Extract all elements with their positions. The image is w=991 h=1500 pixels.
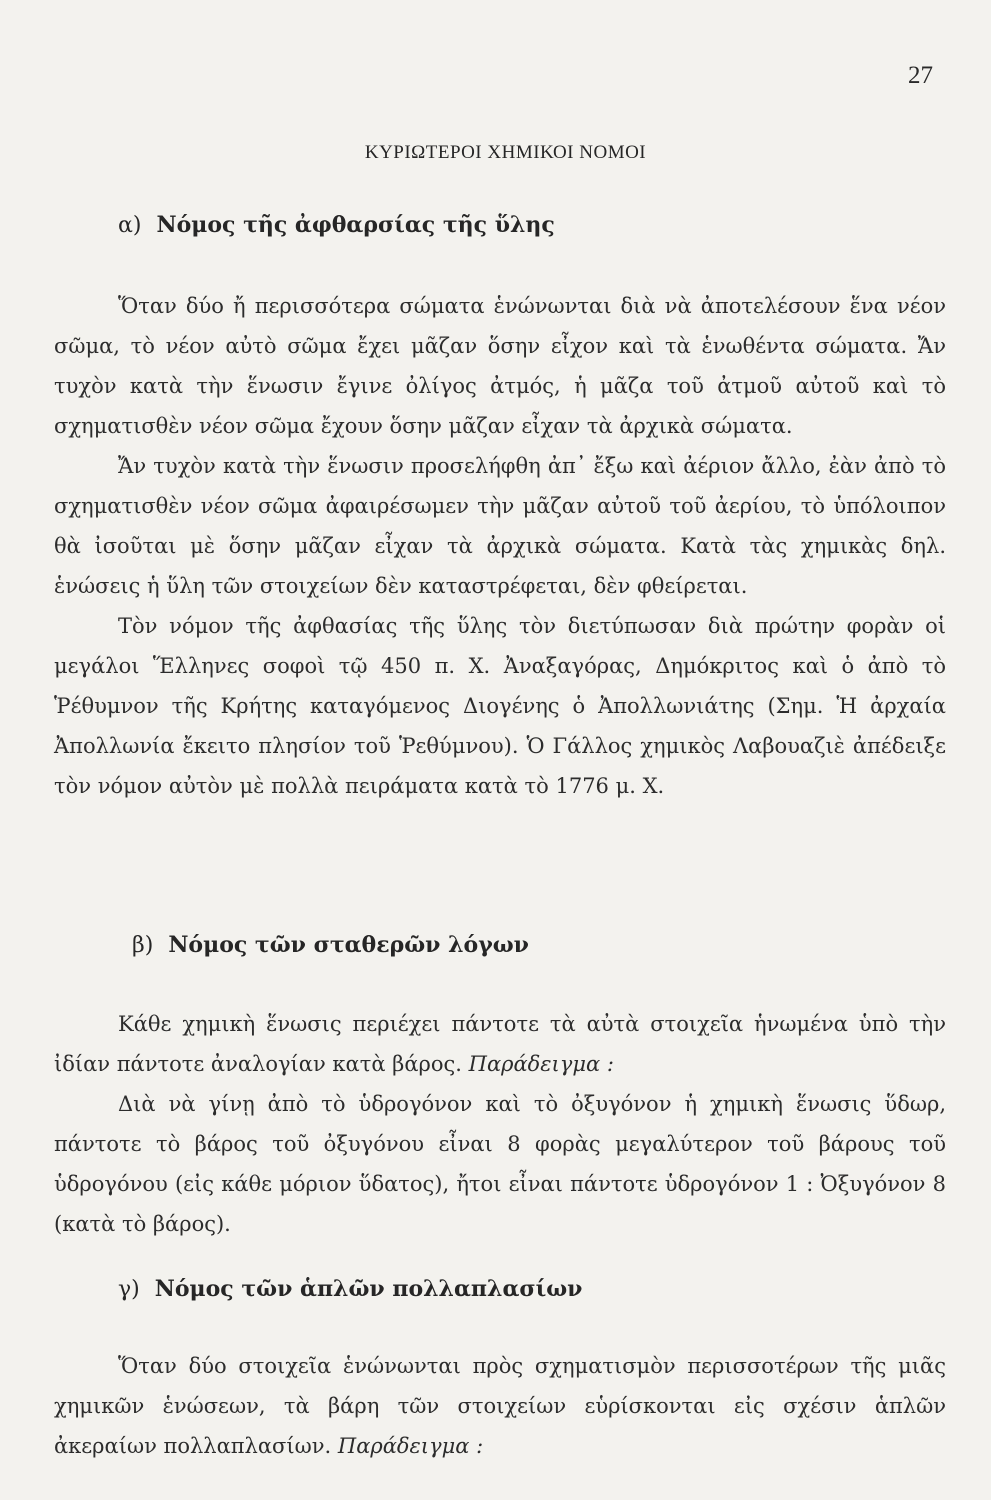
paragraph: Ἄν τυχὸν κατὰ τὴν ἕνωσιν προσελήφθη ἀπ᾽ ἔξω καὶ ἀέριον ἄλλο, ἐὰν ἀπὸ τὸ σχηματισθὲν νέον σῶμα ἀφαιρέσωμεν τὴν μᾶζαν αὐτοῦ τοῦ ἀερίου, τὸ ὑπόλοιπον θὰ ἰσοῦται μὲ ὅσην μᾶζαν εἶχαν τὰ ἀρχικὰ σώματα. Κατὰ τὰς χημικὰς δηλ. ἑνώσεις ἡ ὕλη τῶν στοιχείων δὲν καταστρέφεται, δὲν φθείρεται. — [54, 454, 946, 598]
paragraph-text: Κάθε χημικὴ ἕνωσις περιέχει πάντοτε τὰ αὐτὰ στοιχεῖα ἡνωμένα ὑπὸ τὴν ἰδίαν πάντοτε ἀναλογίαν κατὰ βάρος. — [54, 1012, 946, 1076]
paragraph — [54, 1004, 946, 1084]
section-title: Νόμος τῶν ἁπλῶν πολλαπλασίων — [154, 1276, 583, 1302]
paragraph — [54, 1346, 946, 1466]
section-heading-b — [132, 932, 529, 958]
section-a-body — [54, 286, 946, 806]
example-label: Παράδειγμα : — [337, 1434, 484, 1458]
running-head: ΚΥΡΙΩΤΕΡΟΙ ΧΗΜΙΚΟΙ ΝΟΜΟΙ — [364, 142, 647, 163]
section-c-body — [54, 1346, 946, 1466]
section-letter: α) — [118, 213, 142, 238]
page-number: 27 — [908, 62, 933, 89]
paragraph: Διὰ νὰ γίνῃ ἀπὸ τὸ ὑδρογόνον καὶ τὸ ὀξυγόνον ἡ χημικὴ ἕνωσις ὕδωρ, πάντοτε τὸ βάρος τοῦ ὀξυγόνου εἶναι 8 φορὰς μεγαλύτερον τοῦ βάρους τοῦ ὑδρογόνου (εἰς κάθε μόριον ὕδατος), ἤτοι εἶναι πάντοτε ὑδρογόνον 1 : Ὀξυγόνον 8 (κατὰ τὸ βάρος). — [54, 1092, 946, 1236]
paragraph: Τὸν νόμον τῆς ἀφθασίας τῆς ὕλης τὸν διετύπωσαν διὰ πρώτην φορὰν οἱ μεγάλοι Ἕλληνες σοφοὶ τῷ 450 π. Χ. Ἀναξαγόρας, Δημόκριτος καὶ ὁ ἀπὸ τὸ Ῥέθυμνον τῆς Κρήτης καταγόμενος Διογένης ὁ Ἀπολλωνιάτης (Σημ. Ἡ ἀρχαία Ἀπολλωνία ἔκειτο πλησίον τοῦ Ῥεθύμνου). Ὁ Γάλλος χημικὸς Λαβουαζιὲ ἀπέδειξε τὸν νόμον αὐτὸν μὲ πολλὰ πειράματα κατὰ τὸ 1776 μ. Χ. — [54, 614, 946, 798]
section-heading-c — [118, 1276, 582, 1302]
example-label: Παράδειγμα : — [468, 1052, 614, 1076]
paragraph-text: Ὅταν δύο στοιχεῖα ἑνώνωνται πρὸς σχηματισμὸν περισσοτέρων τῆς μιᾶς χημικῶν ἑνώσεων, τὰ βάρη τῶν στοιχείων εὑρίσκονται εἰς σχέσιν ἁπλῶν ἀκεραίων πολλαπλασίων. — [54, 1354, 946, 1458]
section-title: Νόμος τῶν σταθερῶν λόγων — [168, 932, 529, 958]
paragraph: Ὅταν δύο ἤ περισσότερα σώματα ἑνώνωνται διὰ νὰ ἀποτελέσουν ἕνα νέον σῶμα, τὸ νέον αὐτὸ σῶμα ἔχει μᾶζαν ὅσην εἶχον καὶ τὰ ἑνωθέντα σώματα. Ἄν τυχὸν κατὰ τὴν ἕνωσιν ἔγινε ὀλίγος ἀτμός, ἡ μᾶζα τοῦ ἀτμοῦ αὐτοῦ καὶ τὸ σχηματισθὲν νέον σῶμα ἔχουν ὅσην μᾶζαν εἶχαν τὰ ἀρχικὰ σώματα. — [54, 294, 946, 438]
section-title: Νόμος τῆς ἀφθαρσίας τῆς ὕλης — [156, 212, 555, 238]
section-letter: β) — [132, 933, 154, 958]
section-heading-a — [118, 212, 555, 238]
section-letter: γ) — [118, 1277, 140, 1302]
section-b-body — [54, 1004, 946, 1244]
